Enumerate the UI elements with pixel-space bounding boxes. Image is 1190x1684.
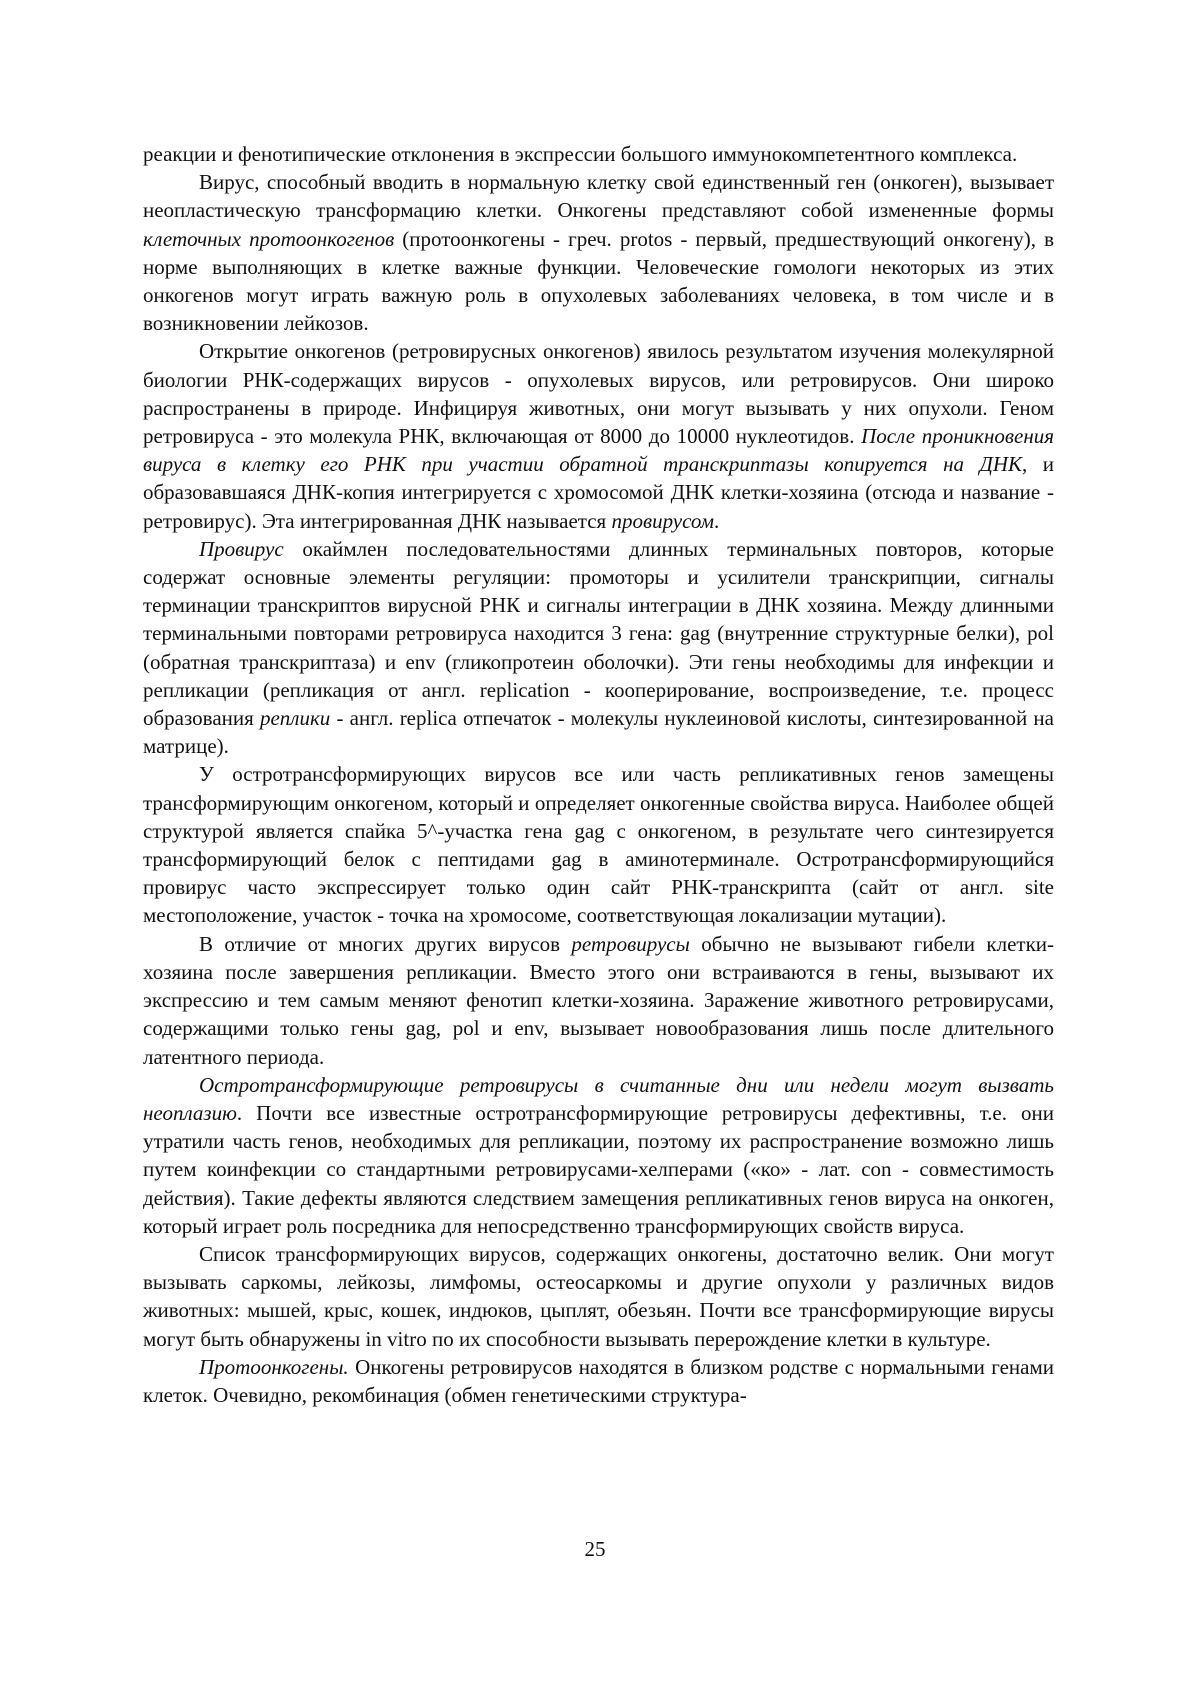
paragraph (143, 140, 1054, 168)
text-run: . Почти все известные остротрансформирующие ретровирусы дефективны, т.е. они утратили часть генов, необходимых для репликации, поэтому их распространение возможно лишь путем коинфекции со стандартными ретровирусами-хелперами («ко» - лат. con - совместимость действия). Такие дефекты являются следствием замещения репликативных генов вируса на онкоген, который играет роль посредника для непосредственно трансформирующих свойств вируса. (143, 1100, 1054, 1238)
italic-text-run: Провирус (199, 536, 284, 561)
text-run: Вирус, способный вводить в нормальную клетку свой единственный ген (онкоген), вызывает неопластическую трансформацию клетки. Онкогены представляют собой измененные формы (143, 170, 1054, 223)
text-run: Список трансформирующих вирусов, содержащих онкогены, достаточно велик. Они могут вызывать саркомы, лейкозы, лимфомы, остеосаркомы и другие опухоли у различных видов животных: мышей, крыс, кошек, индюков, цыплят, обезьян. Почти все трансформирующие вирусы могут быть обнаружены in vitro по их способности вызывать перерождение клетки в культуре. (143, 1241, 1054, 1351)
italic-text-run: После проникновения вируса в клетку его РНК при участии обратной транскриптазы копируется на ДНК (143, 424, 1055, 477)
italic-text-run: Остротрансформирующие ретровирусы в считанные дни или недели могут вызвать неоплазию (143, 1072, 1054, 1125)
page-number: 25 (584, 1537, 606, 1561)
text-run: . (714, 508, 720, 533)
italic-text-run: Протоонкогены. (199, 1354, 349, 1379)
paragraph (143, 1353, 1054, 1409)
text-run: Онкогены ретровирусов находятся в близком родстве с нормальными генами клеток. Очевидно, рекомбинация (обмен генетическими структура- (143, 1354, 1054, 1407)
text-run: реакции и фенотипические отклонения в экспрессии большого иммунокомпетентного комплекса. (143, 142, 1018, 166)
text-run: В отличие от многих других вирусов (199, 931, 572, 956)
body-text (143, 140, 1054, 1409)
paragraph (143, 535, 1054, 761)
paragraph (143, 930, 1054, 1071)
italic-text-run: провирусом (611, 508, 715, 533)
paragraph (143, 760, 1054, 929)
text-run: Открытие онкогенов (ретровирусных онкогенов) явилось результатом изучения молекулярной биологии РНК-содержащих вирусов - опухолевых вирусов, или ретровирусов. Они широко распространены в природе. Инфицируя животных, они могут вызывать у них опухоли. Геном ретровируса - это молекула РНК, включающая от 8000 до 10000 нуклеотидов. (143, 339, 1054, 449)
text-run: окаймлен последовательностями длинных терминальных повторов, которые содержат основные элементы регуляции: промоторы и усилители транскрипции, сигналы терминации транскриптов вирусной РНК и сигналы интеграции в ДНК хозяина. Между длинными терминальными повторами ретровируса находится 3 гена: gag (внутренние структурные белки), pol (обратная транскриптаза) и env (гликопротеин оболочки). Эти гены необходимы для инфекции и репликации (репликация от англ. replication - кооперирование, воспроизведение, т.е. процесс образования (143, 536, 1054, 731)
text-run: обычно не вызывают гибели клетки-хозяина после завершения репликации. Вместо этого они встраиваются в гены, вызывают их экспрессию и тем самым меняют фенотип клетки-хозяина. Заражение животного ретровирусами, содержащими только гены gag, pol и env, вызывает новообразования лишь после длительного латентного периода. (143, 931, 1055, 1069)
paragraph (143, 1071, 1054, 1240)
text-run: (протоонкогены - греч. protos - первый, предшествующий онкогену), в норме выполняющих в клетке важные функции. Человеческие гомологи некоторых из этих онкогенов могут играть важную роль в опухолевых заболеваниях человека, в том числе и в возникновении лейкозов. (143, 226, 1054, 336)
italic-text-run: ретровирусы (571, 931, 690, 956)
italic-text-run: клеточных протоонкогенов (143, 226, 395, 251)
paragraph (143, 168, 1054, 337)
text-run: У остротрансформирующих вирусов все или часть репликативных генов замещены трансформирующим онкогеном, который и определяет онкогенные свойства вируса. Наиболее общей структурой является спайка 5^-участка гена gag с онкогеном, в результате чего синтезируется трансформирующий белок с пептидами gag в аминотерминале. Остротрансформирующийся провирус часто экспрессирует только один сайт РНК-транскрипта (сайт от англ. site местоположение, участок - точка на хромосоме, соответствующая локализации мутации). (143, 762, 1054, 928)
text-run: , и образовавшаяся ДНК-копия интегрируется с хромосомой ДНК клетки-хозяина (отсюда и название - ретровирус). Эта интегрированная ДНК называется (143, 452, 1054, 533)
italic-text-run: реплики (259, 706, 331, 731)
text-run: - англ. replica отпечаток - молекулы нуклеиновой кислоты, синтезированной на матрице). (143, 706, 1054, 759)
paragraph (143, 337, 1054, 534)
paragraph (143, 1240, 1054, 1353)
